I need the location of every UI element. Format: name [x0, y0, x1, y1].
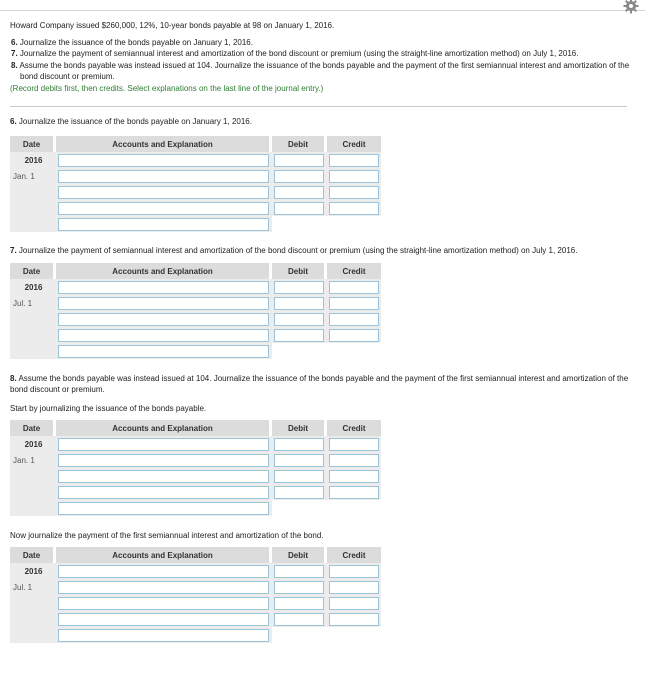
- debit-input[interactable]: [274, 613, 324, 626]
- journal-table-q7: [10, 263, 381, 359]
- credit-input[interactable]: [329, 329, 379, 342]
- column-header-debit: Debit: [272, 263, 327, 279]
- credit-input[interactable]: [329, 170, 379, 183]
- credit-input[interactable]: [329, 202, 379, 215]
- debit-input[interactable]: [274, 438, 324, 451]
- explanation-input[interactable]: [58, 502, 269, 515]
- column-header-credit: Credit: [327, 136, 381, 152]
- entry-year: 2016: [10, 152, 56, 168]
- instruction-item-6: 6. Journalize the issuance of the bonds payable on January 1, 2016.: [11, 37, 253, 47]
- credit-input[interactable]: [329, 281, 379, 294]
- entry-year: 2016: [10, 563, 56, 579]
- entry-year: 2016: [10, 436, 56, 452]
- question-6-title: 6. Journalize the issuance of the bonds payable on January 1, 2016.: [10, 117, 252, 126]
- entry-year: 2016: [10, 279, 56, 295]
- credit-input[interactable]: [329, 438, 379, 451]
- entry-date: Jul. 1: [10, 579, 56, 595]
- column-header-debit: Debit: [272, 547, 327, 563]
- debit-input[interactable]: [274, 186, 324, 199]
- credit-input[interactable]: [329, 154, 379, 167]
- debit-input[interactable]: [274, 470, 324, 483]
- credit-input[interactable]: [329, 186, 379, 199]
- column-header-accounts: Accounts and Explanation: [56, 420, 272, 436]
- credit-input[interactable]: [329, 565, 379, 578]
- credit-input[interactable]: [329, 454, 379, 467]
- column-header-credit: Credit: [327, 420, 381, 436]
- column-header-accounts: Accounts and Explanation: [56, 547, 272, 563]
- debit-input[interactable]: [274, 454, 324, 467]
- column-header-credit: Credit: [327, 263, 381, 279]
- debit-input[interactable]: [274, 597, 324, 610]
- explanation-input[interactable]: [58, 218, 269, 231]
- account-input[interactable]: [58, 281, 269, 294]
- explanation-input[interactable]: [58, 486, 269, 499]
- debit-input[interactable]: [274, 313, 324, 326]
- journal-table-q8-issuance: [10, 420, 381, 516]
- problem-heading: Howard Company issued $260,000, 12%, 10-year bonds payable at 98 on January 1, 2016.: [10, 21, 335, 30]
- credit-input[interactable]: [329, 297, 379, 310]
- entry-date: Jul. 1: [10, 295, 56, 311]
- account-input[interactable]: [58, 154, 269, 167]
- entry-date: Jan. 1: [10, 168, 56, 184]
- column-header-date: Date: [10, 136, 56, 152]
- credit-input[interactable]: [329, 470, 379, 483]
- account-input[interactable]: [58, 186, 269, 199]
- account-input[interactable]: [58, 438, 269, 451]
- problem-statement: [10, 20, 635, 94]
- instruction-item-8: 8. Assume the bonds payable was instead issued at 104. Journalize the issuance of the bonds payable and the payment of the first semiannual interest and amortization of the bond discount or premium.: [11, 60, 630, 81]
- account-input[interactable]: [58, 170, 269, 183]
- credit-input[interactable]: [329, 313, 379, 326]
- account-input[interactable]: [58, 597, 269, 610]
- entry-date: Jan. 1: [10, 452, 56, 468]
- column-header-date: Date: [10, 547, 56, 563]
- column-header-credit: Credit: [327, 547, 381, 563]
- question-8-title: 8. Assume the bonds payable was instead issued at 104. Journalize the issuance of the bonds payable and the payment of the first semiannual interest and amortization of the bond discount or premium.: [10, 374, 629, 394]
- section-divider: [10, 106, 627, 107]
- account-input[interactable]: [58, 613, 269, 626]
- debit-input[interactable]: [274, 565, 324, 578]
- journal-table-q6: [10, 136, 381, 232]
- account-input[interactable]: [58, 454, 269, 467]
- debit-input[interactable]: [274, 170, 324, 183]
- debit-input[interactable]: [274, 297, 324, 310]
- credit-input[interactable]: [329, 597, 379, 610]
- explanation-input[interactable]: [58, 345, 269, 358]
- instruction-note: (Record debits first, then credits. Select explanations on the last line of the journal entry.): [10, 83, 324, 93]
- explanation-input[interactable]: [58, 629, 269, 642]
- account-input[interactable]: [58, 565, 269, 578]
- question-8-start-text: Start by journalizing the issuance of the bonds payable.: [10, 404, 207, 413]
- debit-input[interactable]: [274, 329, 324, 342]
- column-header-debit: Debit: [272, 420, 327, 436]
- debit-input[interactable]: [274, 581, 324, 594]
- credit-input[interactable]: [329, 486, 379, 499]
- debit-input[interactable]: [274, 154, 324, 167]
- column-header-accounts: Accounts and Explanation: [56, 136, 272, 152]
- credit-input[interactable]: [329, 581, 379, 594]
- top-divider: [0, 10, 645, 11]
- column-header-debit: Debit: [272, 136, 327, 152]
- journal-table-q8-payment: [10, 547, 381, 643]
- debit-input[interactable]: [274, 202, 324, 215]
- account-input[interactable]: [58, 329, 269, 342]
- column-header-date: Date: [10, 263, 56, 279]
- explanation-input[interactable]: [58, 202, 269, 215]
- question-8-now-text: Now journalize the payment of the first semiannual interest and amortization of the bond.: [10, 531, 324, 540]
- column-header-accounts: Accounts and Explanation: [56, 263, 272, 279]
- gear-icon[interactable]: [623, 0, 639, 14]
- column-header-date: Date: [10, 420, 56, 436]
- credit-input[interactable]: [329, 613, 379, 626]
- debit-input[interactable]: [274, 281, 324, 294]
- account-input[interactable]: [58, 297, 269, 310]
- question-7-title: 7. Journalize the payment of semiannual interest and amortization of the bond discount or premium (using the straight-line amortization method) on July 1, 2016.: [10, 246, 578, 255]
- account-input[interactable]: [58, 313, 269, 326]
- account-input[interactable]: [58, 470, 269, 483]
- debit-input[interactable]: [274, 486, 324, 499]
- instruction-item-7: 7. Journalize the payment of semiannual interest and amortization of the bond discount or premium (using the straight-line amortization method) on July 1, 2016.: [11, 49, 579, 58]
- account-input[interactable]: [58, 581, 269, 594]
